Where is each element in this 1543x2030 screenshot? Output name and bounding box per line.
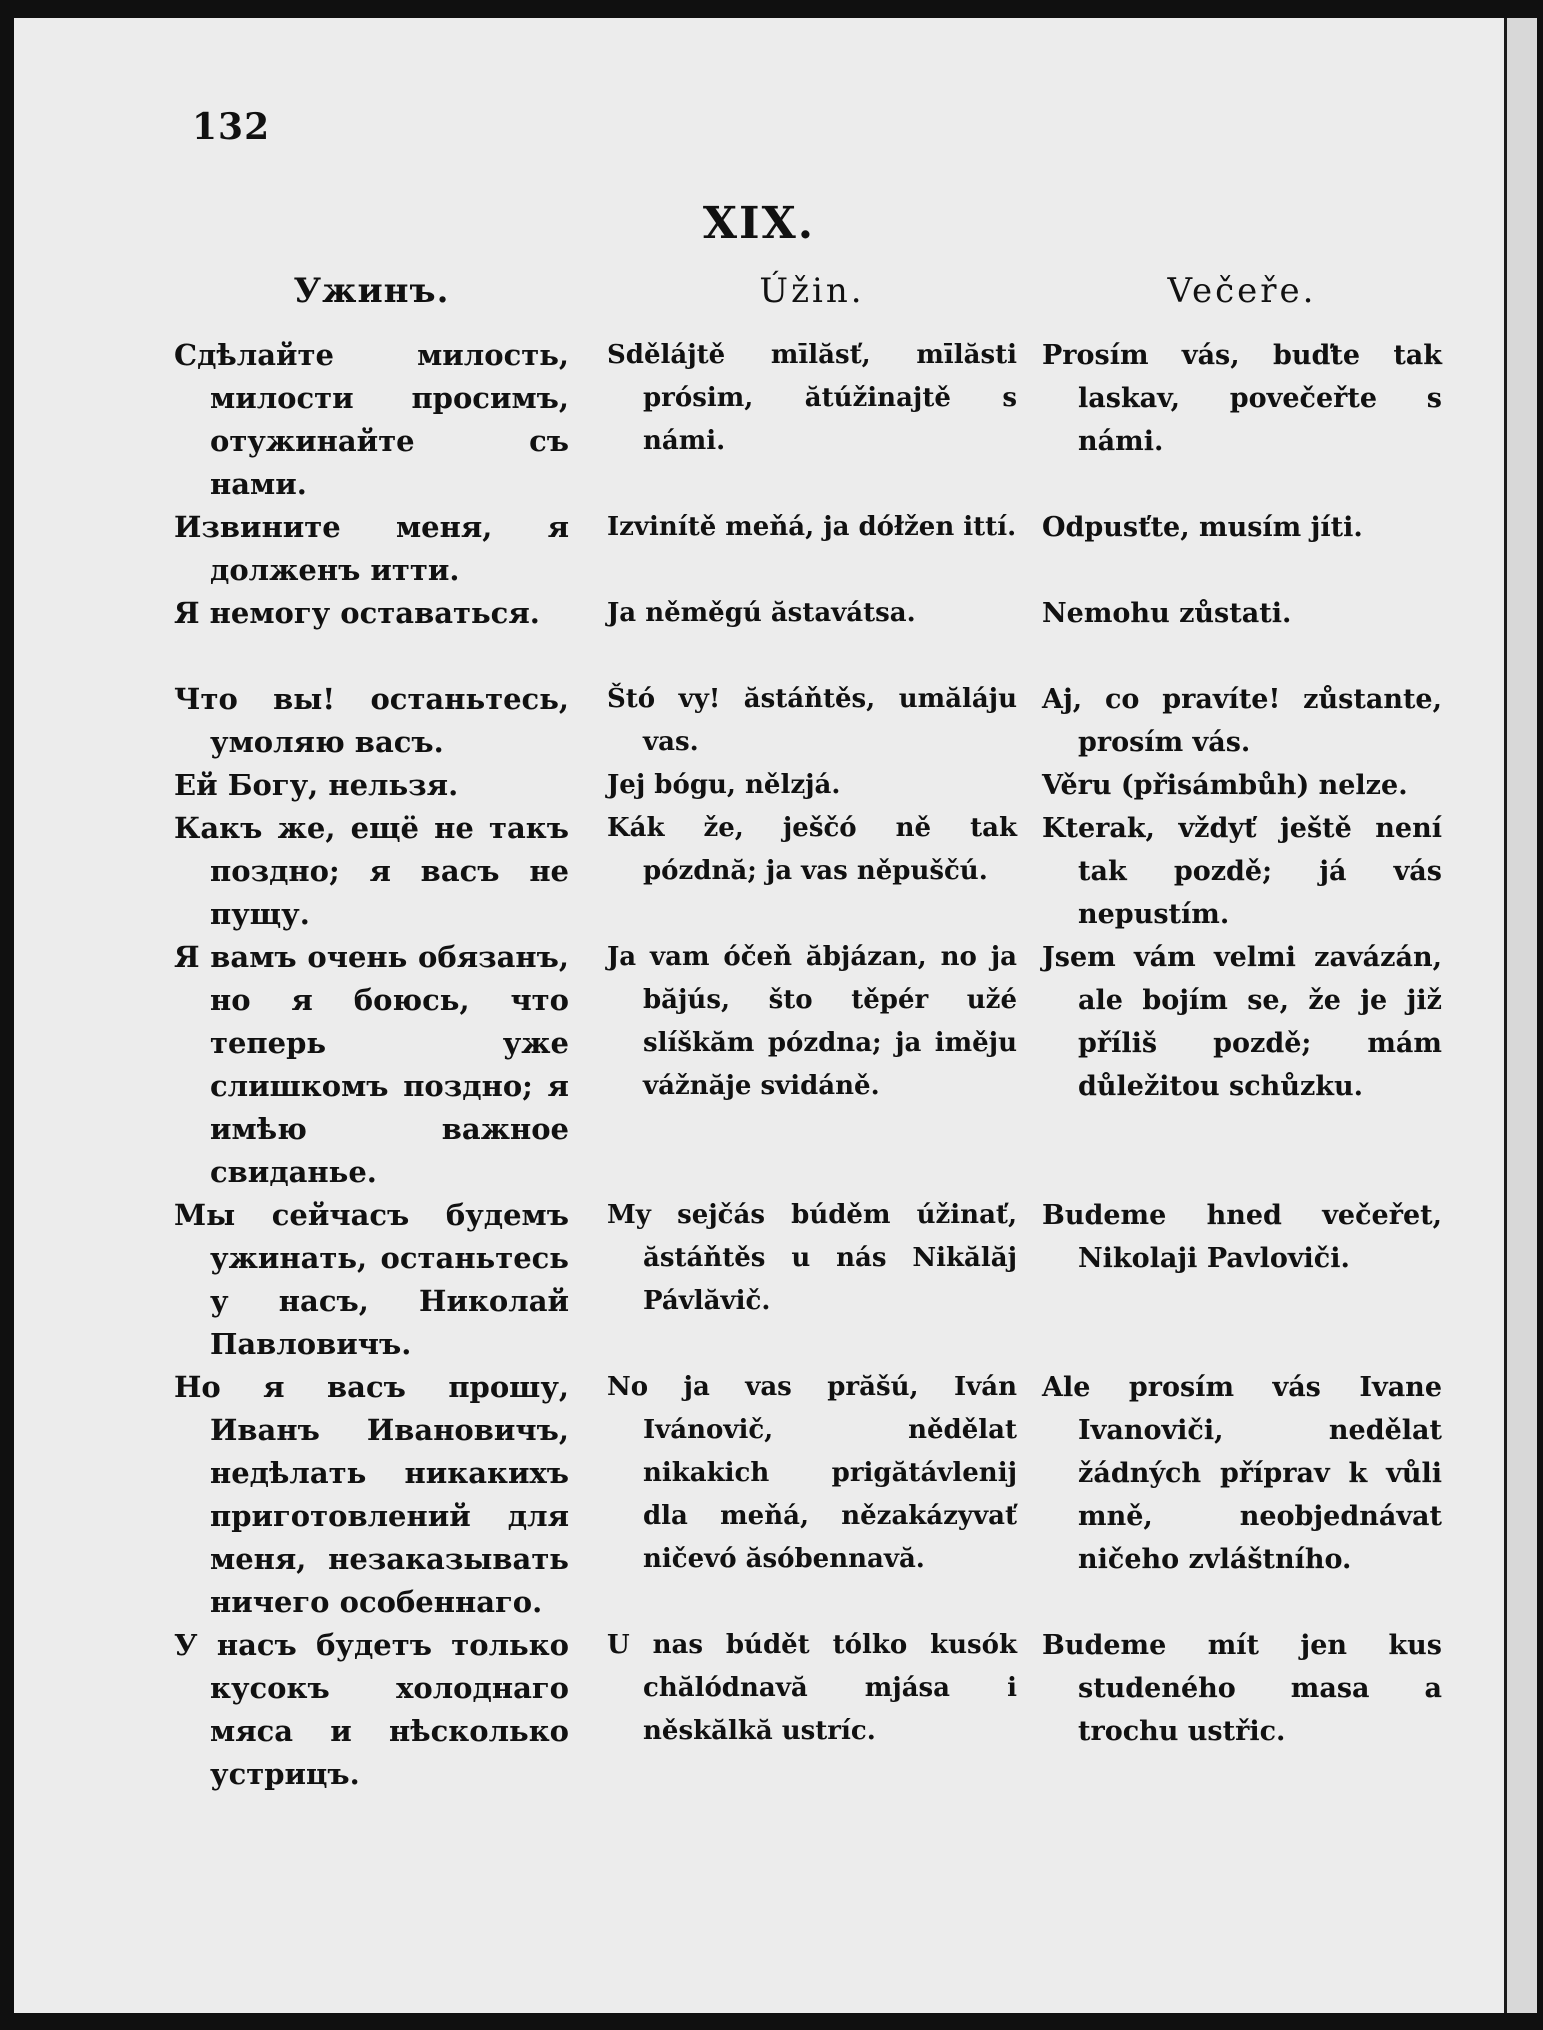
phrase-row-5: Věru (přisámbůh) nelze. xyxy=(1042,770,1408,801)
russian-column-heading: Ужинъ. xyxy=(293,271,450,311)
czech-column xyxy=(1042,270,1442,1796)
phrase-row-9: Ale prosím vás Ivane Ivanoviči, nedělat žádných příprav k vůli mně, neobjednávat ničeho zvláštního. xyxy=(1042,1372,1442,1575)
phrase-row-3: Я немогу оставаться. xyxy=(174,596,540,630)
russian-column xyxy=(174,270,569,1796)
next-page-edge xyxy=(1504,18,1537,2013)
phrase-row-1: Prosím vás, buďte tak laskav, povečeřte s námi. xyxy=(1042,340,1442,457)
phrase-row-4: Что вы! останьтесь, умоляю васъ. xyxy=(174,682,569,759)
phrase-row-6: Kák že, ješčó ně tak pózdnă; ja vas něpuščú. xyxy=(607,813,1017,886)
book-page xyxy=(14,18,1504,2013)
phrase-row-1: Sdělájtě mīlăsť, mīlăsti prósim, ătúžinajtě s námi. xyxy=(607,340,1017,456)
transliteration-column xyxy=(607,270,1017,1796)
phrase-row-9: No ja vas prăšú, Iván Ivánovič, nědělat nikakich prigătávlenij dla meňá, nězakázyvať ničevó ăsóbennavă. xyxy=(607,1372,1017,1574)
phrase-row-10: У насъ будетъ только кусокъ холоднаго мяса и нѣсколько устрицъ. xyxy=(174,1628,569,1791)
phrase-row-4: Štó vy! ăstáňtěs, umăláju vas. xyxy=(607,684,1017,757)
phrase-row-9: Но я васъ прошу, Иванъ Ивановичъ, недѣлать никакихъ приготовлений для меня, незаказывать ничего особеннаго. xyxy=(174,1370,569,1619)
phrase-row-7: Jsem vám velmi zavázán, ale bojím se, že je již příliš pozdě; mám důležitou schůzku. xyxy=(1042,942,1442,1102)
phrase-row-6: Kterak, vždyť ještě není tak pozdě; já vás nepustím. xyxy=(1042,813,1442,930)
phrase-row-4: Aj, co pravíte! zůstante, prosím vás. xyxy=(1042,684,1442,758)
phrase-row-7: Ja vam óčeň ăbjázan, no ja băjús, što těpér užé slíškăm pózdna; ja iměju vážnăje svidáně. xyxy=(607,942,1017,1101)
phrase-row-2: Извините меня, я долженъ итти. xyxy=(174,510,569,587)
phrase-row-3: Ja něměgú ăstavátsa. xyxy=(607,598,916,628)
phrase-row-5: Jej bógu, nělzjá. xyxy=(607,770,841,800)
chapter-heading: XIX. xyxy=(702,198,816,249)
phrase-row-5: Ей Богу, нельзя. xyxy=(174,768,459,802)
phrase-row-10: Budeme mít jen kus studeného masa a trochu ustřic. xyxy=(1042,1630,1442,1747)
phrase-row-2: Izvinítě meňá, ja dółžen ittí. xyxy=(607,512,1017,542)
phrase-row-6: Какъ же, ещё не такъ поздно; я васъ не пущу. xyxy=(174,811,569,931)
transliteration-column-heading: Úžin. xyxy=(759,271,865,311)
phrase-row-8: Мы сейчасъ будемъ ужинать, останьтесь у насъ, Николай Павловичъ. xyxy=(174,1198,569,1361)
phrase-row-3: Nemohu zůstati. xyxy=(1042,598,1292,629)
page-number: 132 xyxy=(192,106,271,148)
phrase-row-1: Сдѣлайте милость, милости просимъ, отужинайте съ нами. xyxy=(174,338,569,501)
czech-column-heading: Večeře. xyxy=(1167,271,1317,311)
phrase-row-8: Budeme hned večeřet, Nikolaji Pavloviči. xyxy=(1042,1200,1442,1274)
phrase-row-8: My sejčás búděm úžinať, ăstáňtěs u nás Nikălăj Pávlăvič. xyxy=(607,1200,1017,1316)
phrase-row-2: Odpusťte, musím jíti. xyxy=(1042,512,1363,543)
phrase-row-7: Я вамъ очень обязанъ, но я боюсь, что теперь уже слишкомъ поздно; я имѣю важное свиданье. xyxy=(174,940,569,1189)
phrase-row-10: U nas búdět tólko kusók chălódnavă mjása i něskălkă ustríc. xyxy=(607,1630,1017,1746)
